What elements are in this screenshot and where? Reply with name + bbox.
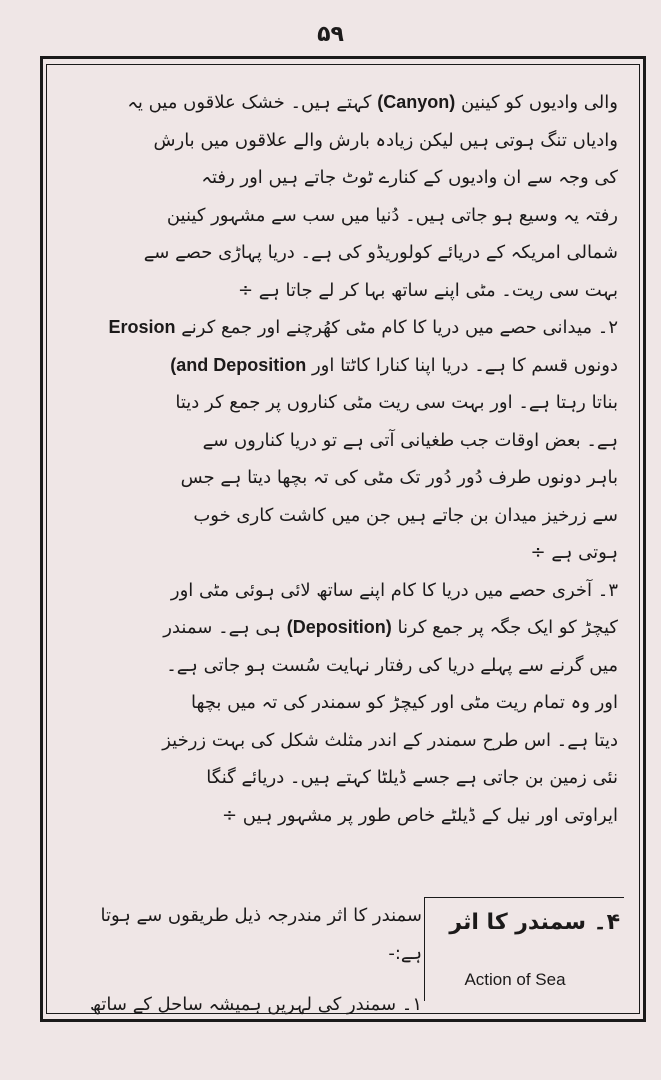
text-line — [44, 309, 618, 347]
text-line — [44, 534, 618, 572]
urdu-text: کی وجہ سے ان وادیوں کے کنارے ٹوٹ جاتے ہیں اور رفتہ — [201, 167, 618, 188]
urdu-text: ایراوتی اور نیل کے ڈیلٹے خاص طور پر مشہور ہیں ÷ — [221, 804, 618, 826]
section-item-line: ۱۔ سمندر کی لہریں ہمیشہ ساحل کے ساتھ — [90, 994, 422, 1015]
urdu-text: بناتا رہتا ہے۔ اور بہت سی ریت مٹی کناروں پر جمع کر دیتا — [175, 392, 618, 413]
text-line — [44, 609, 618, 647]
section-intro-line: سمندر کا اثر مندرجہ ذیل طریقوں سے ہوتا — [100, 905, 422, 926]
text-line — [44, 684, 618, 722]
urdu-text: ہے۔ بعض اوقات جب طغیانی آتی ہے تو دریا کناروں سے — [202, 429, 618, 451]
urdu-text: بہت سی ریت۔ مٹی اپنے ساتھ بہا کر لے جاتا ہے ÷ — [237, 279, 618, 301]
section-intro-line: ہے:- — [388, 942, 422, 964]
text-line — [44, 159, 618, 197]
english-term: (Deposition) — [286, 617, 392, 637]
urdu-text: اور وہ تمام ریت مٹی اور کیچڑ کو سمندر کی تہ میں بچھا — [191, 692, 618, 713]
text-line — [44, 422, 618, 460]
text-line — [44, 122, 618, 160]
text-line — [44, 272, 618, 310]
text-line — [44, 647, 618, 685]
text-line — [44, 459, 618, 497]
urdu-text: ہی ہے۔ سمندر — [163, 617, 281, 638]
text-line — [44, 759, 618, 797]
urdu-text: ۲۔ میدانی حصے میں دریا کا کام مٹی کھُرچنے اور جمع کرنے — [181, 317, 618, 338]
urdu-text: کہتے ہیں۔ خشک علاقوں میں یہ — [127, 92, 372, 113]
text-line — [44, 797, 618, 835]
urdu-text: وادیاں تنگ ہوتی ہیں لیکن زیادہ بارش والے علاقوں میں بارش — [153, 129, 618, 151]
text-line — [44, 572, 618, 610]
urdu-text: سے زرخیز میدان بن جاتے ہیں جن میں کاشت کاری خوب — [193, 504, 618, 526]
urdu-text: ہوتی ہے ÷ — [530, 542, 618, 563]
english-term: (Canyon) — [377, 92, 456, 112]
text-line — [44, 347, 618, 385]
urdu-text: دونوں قسم کا ہے۔ دریا اپنا کنارا کاٹتا اور — [311, 354, 618, 376]
text-line — [44, 84, 618, 122]
urdu-text: نئی زمین بن جاتی ہے جسے ڈیلٹا کہتے ہیں۔ دریائے گنگا — [206, 767, 618, 788]
urdu-text: باہر دونوں طرف دُور دُور تک مٹی کی تہ بچھا دیتا ہے جس — [180, 467, 618, 488]
text-line — [44, 384, 618, 422]
text-line — [44, 197, 618, 235]
section-heading: ۴۔ سمندر کا اثر — [449, 910, 620, 935]
section-intro — [50, 897, 422, 972]
urdu-text: والی وادیوں کو کینین — [460, 92, 618, 113]
english-term: Erosion — [108, 317, 176, 337]
section-caption: Action of Sea — [464, 970, 566, 989]
body-text — [44, 84, 618, 834]
urdu-text: میں گرنے سے پہلے دریا کی رفتار نہایت سُست ہو جاتی ہے۔ — [166, 654, 618, 676]
urdu-text: دیتا ہے۔ اس طرح سمندر کے اندر مثلث شکل کی بہت زرخیز — [162, 729, 618, 751]
page-number: ۵۹ — [317, 22, 344, 47]
urdu-text: رفتہ یہ وسیع ہو جاتی ہیں۔ دُنیا میں سب سے مشہور کینین — [166, 204, 618, 226]
text-line — [44, 234, 618, 272]
text-line — [44, 497, 618, 535]
urdu-text: ۳۔ آخری حصے میں دریا کا کام اپنے ساتھ لائی ہوئی مٹی اور — [170, 579, 618, 601]
text-line — [44, 722, 618, 760]
english-term: (and Deposition — [170, 354, 307, 375]
urdu-text: کیچڑ کو ایک جگہ پر جمع کرنا — [397, 617, 618, 638]
urdu-text: شمالی امریکہ کے دریائے کولوریڈو کی ہے۔ دریا پہاڑی حصے سے — [143, 242, 618, 263]
